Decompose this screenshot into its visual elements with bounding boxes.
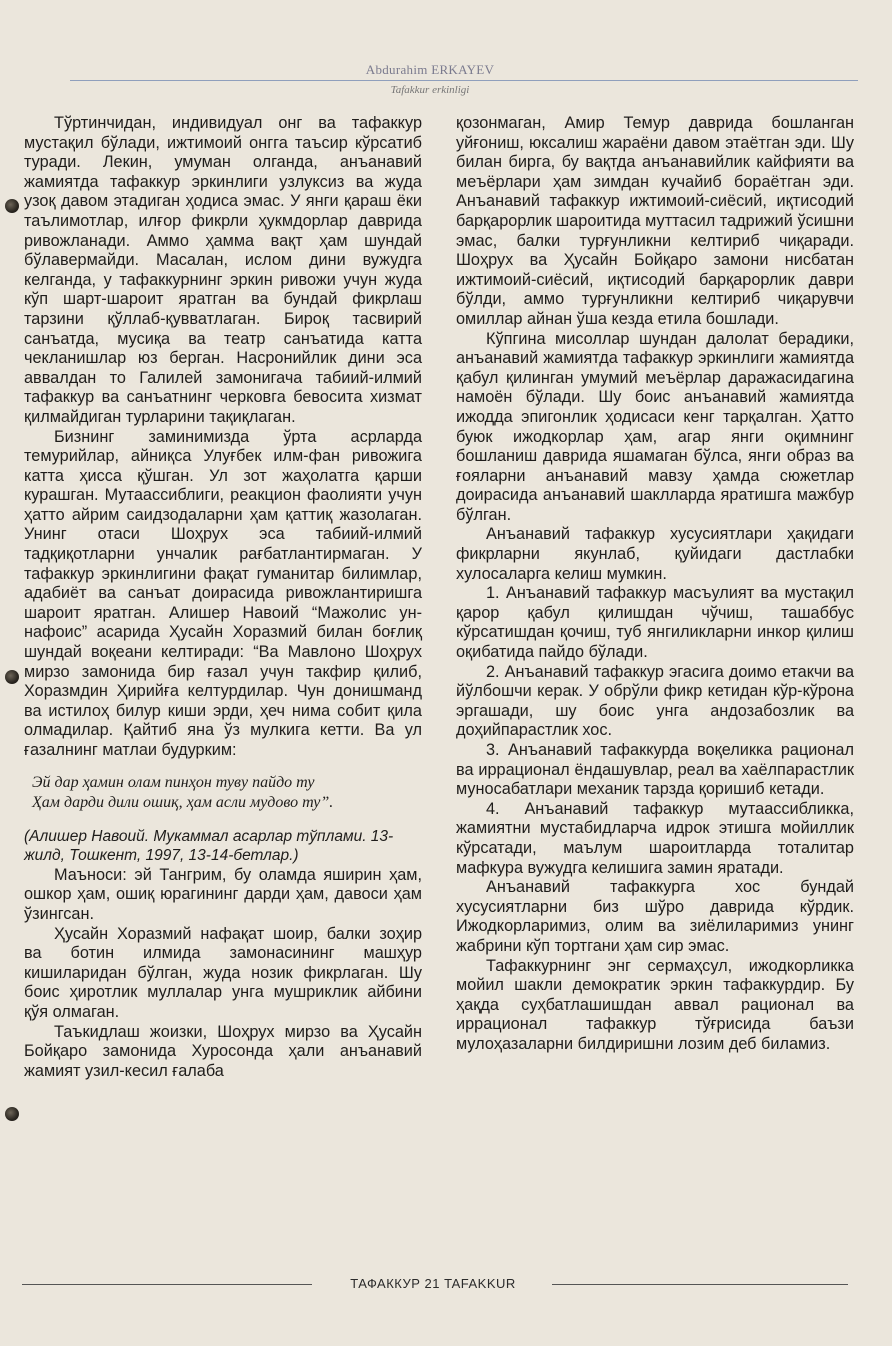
poem bbox=[32, 773, 422, 813]
poem-line-2: Ҳам дарди дили ошиқ, ҳам асли мудово ту”. bbox=[32, 793, 334, 811]
right-paragraph-2: Кўпгина мисоллар шундан далолат берадики, анъанавий жамиятда тафаккур эркинлиги жамиятда қабул қилинган умумий меъёрлар даражасидагина намоён бўлади. Шу боис анъанавий жамиятда ижодда эпигонлик ҳодисаси кенг тарқалган. Ҳатто буюк ижодкорлар ҳам, агар янги оқимнинг бошланиш даврида яшамаган бўлса, янги образ ва ғояларни анъанавий мавзу ҳамда сюжетлар доирасида анъанавий шаклларда яратишга мажбур бўлган. bbox=[456, 329, 854, 524]
right-paragraph-1: қозонмаган, Амир Темур даврида бошланган уйғониш, юксалиш жараёни давом этаётган эди. Шу билан бирга, бу вақтда анъанавийлик кайфияти ва меъёрлари ҳам зимдан кучайиб бораётган эди. Анъанавий тафаккур ижтимоий-сиёсий, иқтисодий барқарорлик шароитида муттасил тадрижий ўсишни эмас, балки турғунликни келтириб чиқаради. Шоҳрух ва Ҳусайн Бойқаро замони нисбатан ижтимоий-сиёсий, иқтисодий барқарорлик даври бўлди, аммо турғунликни келтириб чиқарувчи омиллар айнан ўша кезда етила бошлади. bbox=[456, 114, 854, 328]
right-paragraph-4: 1. Анъанавий тафаккур масъулият ва мустақил қарор қабул қилишдан чўчиш, ташаббус кўрсатишдан қочиш, туб янгиликларни инкор қилиш оқибатида пайдо бўлади. bbox=[456, 584, 854, 662]
left-paragraph-3: Маъноси: эй Тангрим, бу оламда яширин ҳам, ошкор ҳам, ошиқ юрагининг дарди ҳам, давоси ҳам ўзингсан. bbox=[24, 865, 422, 923]
left-paragraph-1: Тўртинчидан, индивидуал онг ва тафаккур мустақил бўлади, ижтимоий онгга таъсир кўрсатиб туради. Лекин, умуман олганда, анъанавий жамиятда тафаккур эркинлиги узлуксиз ва жуда узоқ давом этадиган ҳодиса эмас. У янги қараш ёки таълимотлар, илғор фикрли ҳукмдорлар даврида ривожланади. Аммо ҳамма вақт ҳам шундай бўлавермайди. Масалан, ислом дини вужудга келганда, у тафаккурнинг эркин ривожи учун жуда кўп шарт-шароит яратган ва бундай фикрлаш тарзини қўллаб-қувватлаган. Бироқ тасвирий санъатда, мусиқа ва театр санъатида катта чекланишлар юз берган. Насронийлик дини эса аввалдан то Галилей замонигача табиий-илмий тафаккур ва санъатнинг черковга бевосита хизмат қилмайдиган турларини тақиқлаган. bbox=[24, 114, 422, 426]
left-paragraph-2: Бизнинг заминимизда ўрта асрларда темурийлар, айниқса Улуғбек илм-фан ривожига катта ҳисса қўшган. Ул зот жаҳолатга қарши курашган. Мутаассиблиги, реакцион фаолияти учун ҳатто айрим саидзодаларни ҳам қаттиқ жазолаган. Унинг отаси Шоҳрух эса табиий-илмий тадқиқотларни унчалик рағбатлантирмаган. У тафаккур эркинлигини фақат гуманитар билимлар, адабиёт ва санъат доирасида ривожлантиришга шароит яратган. Алишер Навоий “Мажолис ун-нафоис” асарида Ҳусайн Хоразмий билан боғлиқ шундай воқеани келтиради: “Ва Мавлоно Шоҳрух мирзо замонида бир ғазал учун такфир қилиб, Хоразмдин Ҳирийға келтурдилар. Чун донишманд ва истилоҳ билур киши эрди, ҳеч нима собит қила олмадилар. Қайтиб яна ўз мулкига кетти. Ва ул ғазалнинг матлаи будурким: bbox=[24, 427, 422, 759]
left-column bbox=[24, 114, 422, 1081]
footer-rule-right bbox=[552, 1284, 848, 1285]
right-paragraph-6: 3. Анъанавий тафаккурда воқеликка рационал ва иррационал ёндашувлар, реал ва хаёлпарастлик муносабатлари механик тарзда қоришиб кетади. bbox=[456, 741, 854, 799]
right-paragraph-3: Анъанавий тафаккур хусусиятлари ҳақидаги фикрларни якунлаб, қуйидаги дастлабки хулосаларга келиш мумкин. bbox=[456, 525, 854, 583]
binding-hole-bottom bbox=[5, 1107, 19, 1121]
citation: (Алишер Навоий. Мукаммал асарлар тўплами. 13-жилд, Тошкент, 1997, 13-14-бетлар.) bbox=[24, 827, 394, 865]
header-author: Abdurahim ERKAYEV bbox=[365, 62, 495, 77]
header-subtitle: Tafakkur erkinligi bbox=[390, 84, 470, 96]
footer-rule-left bbox=[22, 1284, 312, 1285]
left-paragraph-5: Таъкидлаш жоизки, Шоҳрух мирзо ва Ҳусайн Бойқаро замонида Хуросонда ҳали анъанавий жамият узил-кесил ғалаба bbox=[24, 1022, 422, 1080]
footer-page-label: ТАФАККУР 21 TAFAKKUR bbox=[350, 1276, 516, 1291]
binding-hole-top bbox=[5, 199, 19, 213]
header-rule bbox=[70, 80, 858, 81]
poem-line-1: Эй дар ҳамин олам пинҳон туву пайдо ту bbox=[32, 773, 315, 791]
binding-hole-middle bbox=[5, 670, 19, 684]
right-paragraph-7: 4. Анъанавий тафаккур мутаассибликка, жамиятни мустабидларча идрок этишга мойиллик кўрсатади, маълум шароитларда тоталитар мафкура вужудга келишига замин яратади. bbox=[456, 799, 854, 877]
left-paragraph-4: Ҳусайн Хоразмий нафақат шоир, балки зоҳир ва ботин илмида замонасининг машҳур кишиларидан бўлган, жуда нозик фикрлаган. Шу боис ҳиротлик муллалар унга мушриклик айбини қўя олмаган. bbox=[24, 924, 422, 1021]
right-paragraph-5: 2. Анъанавий тафаккур эгасига доимо етакчи ва йўлбошчи керак. У обрўли фикр кетидан кўр-кўрона эргашади, шу боис унга андозабозлик ва доҳийпарастлик хос. bbox=[456, 662, 854, 740]
right-column bbox=[456, 114, 854, 1055]
right-paragraph-8: Анъанавий тафаккурга хос бундай хусусиятларни биз шўро даврида кўрдик. Ижодкорларимиз, олим ва зиёлиларимиз унинг жабрини кўп тортгани ҳам сир эмас. bbox=[456, 878, 854, 955]
right-paragraph-9: Тафаккурнинг энг сермаҳсул, ижодкорликка мойил шакли демократик эркин тафаккурдир. Бу ҳақда суҳбатлашишдан аввал рационал ва иррационал тафаккур тўғрисида баъзи мулоҳазаларни билдиришни лозим деб биламиз. bbox=[456, 956, 854, 1053]
